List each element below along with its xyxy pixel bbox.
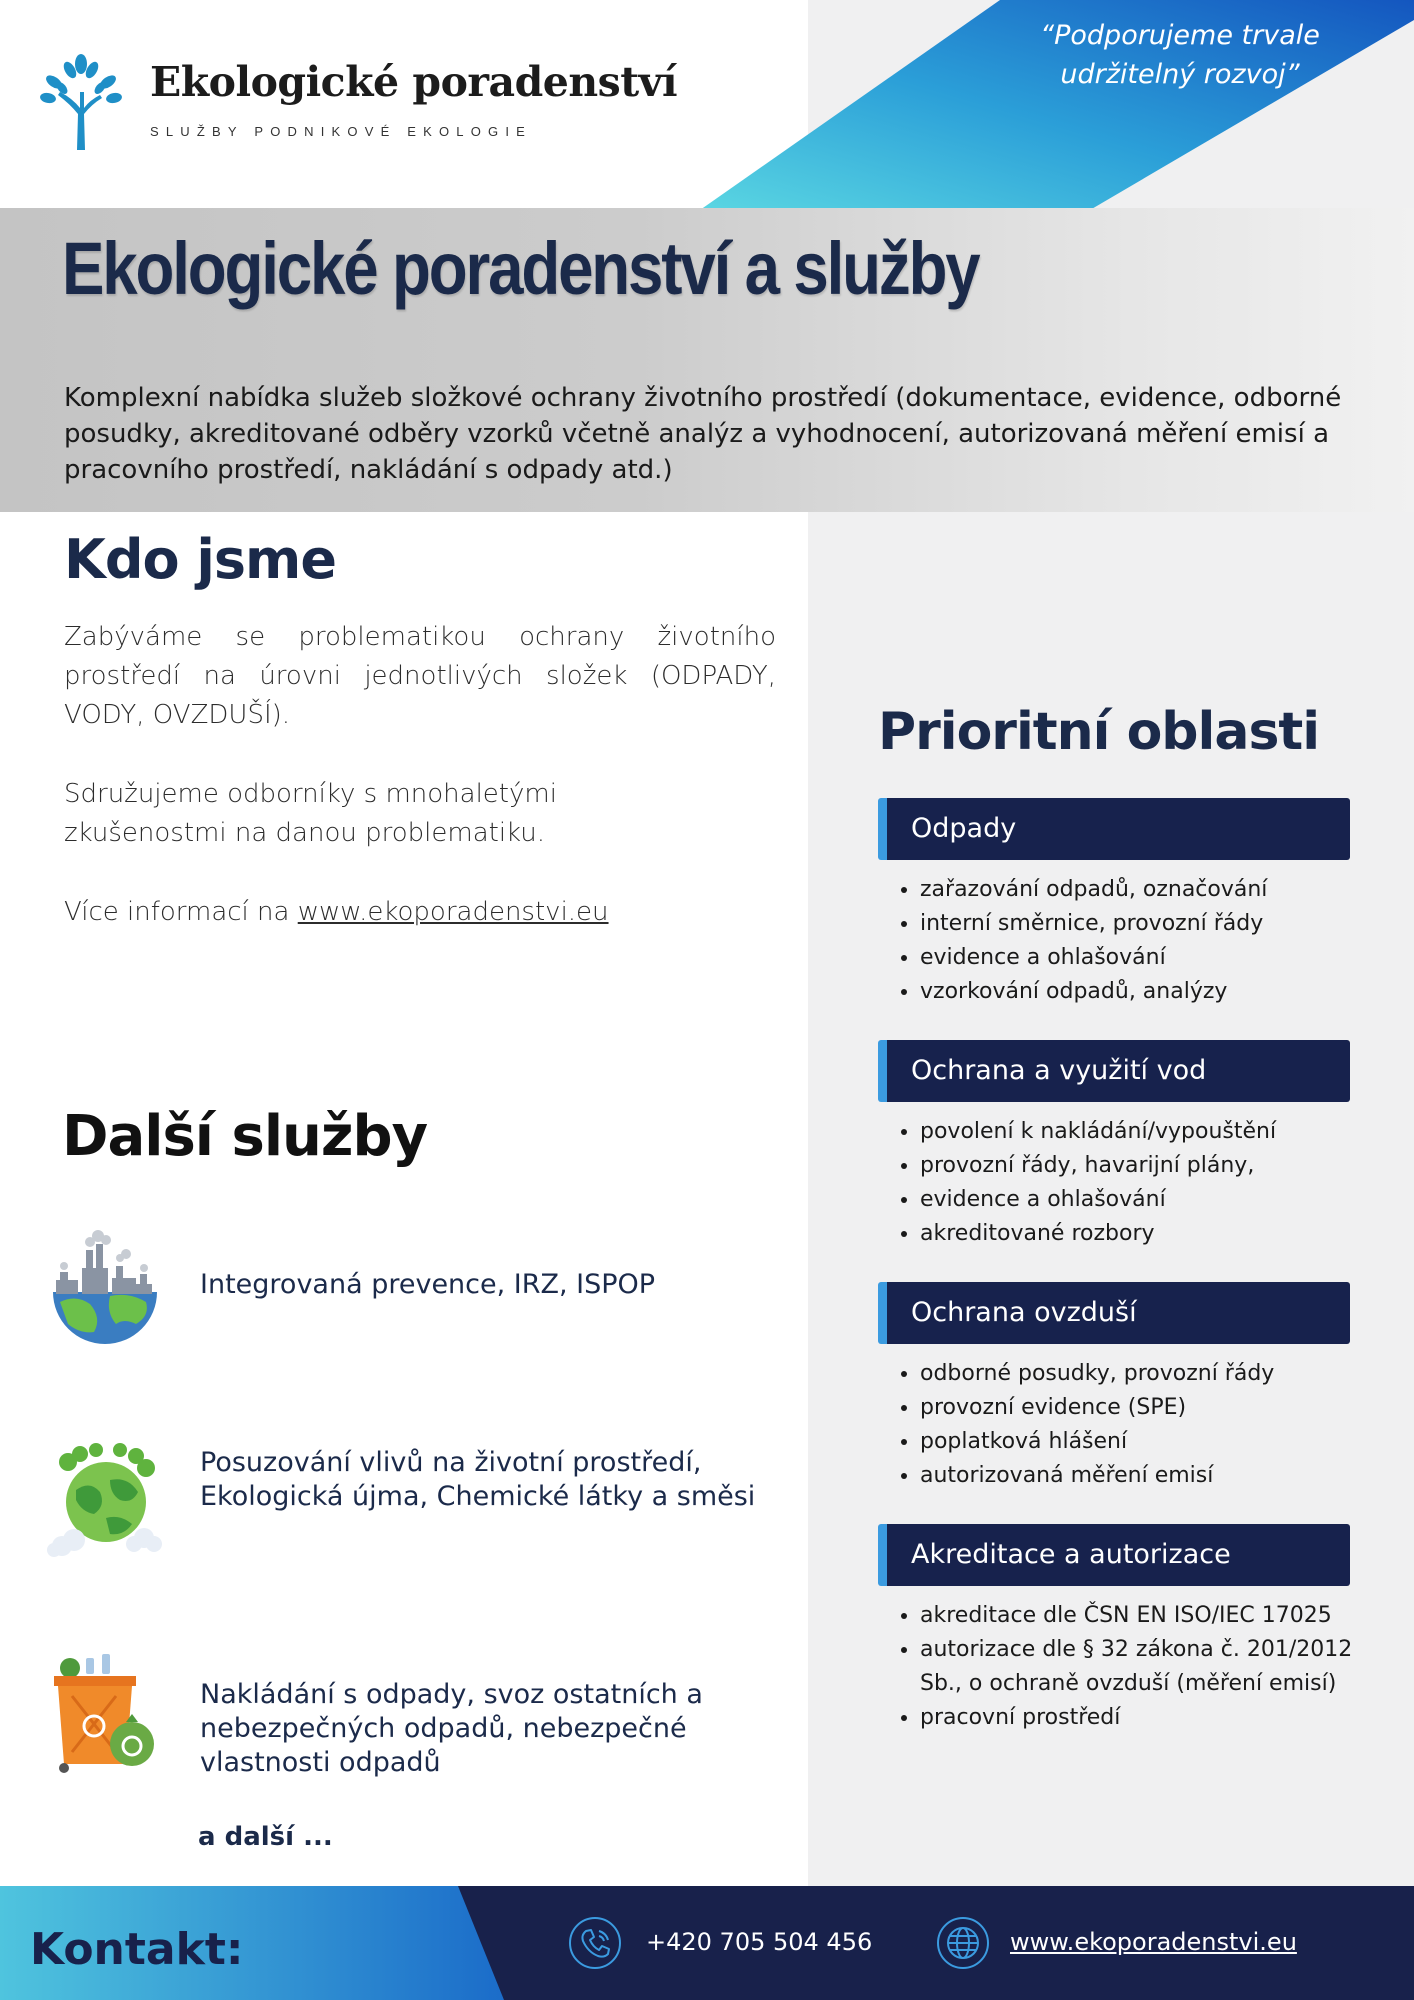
footer-phone[interactable]: +420 705 504 456	[646, 1928, 873, 1956]
category-header-akreditace	[878, 1524, 1350, 1586]
list-item: • interní směrnice, provozní řády	[920, 907, 1360, 941]
about-more-info	[64, 893, 776, 932]
services-more: a další ...	[198, 1822, 333, 1852]
list-item: • odborné posudky, provozní řády	[920, 1357, 1360, 1391]
category-list-ovzdusi	[882, 1357, 1360, 1493]
phone-icon	[568, 1916, 622, 1970]
service-item-1: Integrovaná prevence, IRZ, ISPOP	[200, 1269, 656, 1300]
list-item: • autorizovaná měření emisí	[920, 1459, 1360, 1493]
globe-icon	[936, 1916, 990, 1970]
category-list-akreditace	[882, 1599, 1360, 1735]
category-label: Akreditace a autorizace	[911, 1539, 1231, 1570]
about-paragraph-2: Sdružujeme odborníky s mnohaletými zkušenostmi na danou problematiku.	[64, 779, 557, 848]
brand-name: Ekologické poradenství	[150, 58, 678, 106]
about-paragraph-1: Zabýváme se problematikou ochrany životního prostředí na úrovni jednotlivých složek (ODPADY, VODY, OVZDUŠÍ).	[64, 622, 776, 730]
list-item: • vzorkování odpadů, analýzy	[920, 975, 1360, 1009]
list-item: • autorizace dle § 32 zákona č. 201/2012 Sb., o ochraně ovzduší (měření emisí)	[920, 1633, 1360, 1701]
hero-description: Komplexní nabídka služeb složkové ochrany životního prostředí (dokumentace, evidence, odborné posudky, akreditované odběry vzorků včetně analýz a vyhodnocení, autorizovaná měření emisí a pracovního prostředí, nakládání s odpady atd.)	[64, 383, 1342, 485]
footer-contact-label: Kontakt:	[30, 1924, 244, 1975]
footer-website-link[interactable]: www.ekoporadenstvi.eu	[1010, 1928, 1297, 1956]
category-header-vody	[878, 1040, 1350, 1102]
list-item: • povolení k nakládání/vypouštění	[920, 1115, 1360, 1149]
category-list-vody	[882, 1115, 1360, 1251]
tree-logo-icon	[40, 52, 122, 150]
service-item-2: Posuzování vlivů na životní prostředí, Ekologická újma, Chemické látky a směsi	[200, 1447, 756, 1512]
header-quote: “Podporujeme trvale udržitelný rozvoj”	[1040, 20, 1320, 90]
brand-tagline: SLUŽBY PODNIKOVÉ EKOLOGIE	[150, 124, 533, 139]
category-label: Odpady	[911, 813, 1017, 844]
category-header-odpady	[878, 798, 1350, 860]
website-link[interactable]: www.ekoporadenstvi.eu	[297, 897, 609, 927]
factory-globe-icon	[46, 1228, 164, 1350]
list-item: • akreditované rozbory	[920, 1217, 1360, 1251]
priority-title: Prioritní oblasti	[878, 702, 1320, 762]
category-list-odpady	[882, 873, 1360, 1009]
list-item: • pracovní prostředí	[920, 1701, 1360, 1735]
list-item: • provozní evidence (SPE)	[920, 1391, 1360, 1425]
category-label: Ochrana ovzduší	[911, 1297, 1137, 1328]
green-earth-icon	[46, 1440, 164, 1562]
category-header-ovzdusi	[878, 1282, 1350, 1344]
service-item-3: Nakládání s odpady, svoz ostatních a nebezpečných odpadů, nebezpečné vlastnosti odpadů	[200, 1679, 703, 1778]
list-item: • zařazování odpadů, označování	[920, 873, 1360, 907]
services-title: Další služby	[62, 1104, 428, 1169]
hero-title: Ekologické poradenství a služby	[62, 227, 979, 310]
list-item: • akreditace dle ČSN EN ISO/IEC 17025	[920, 1599, 1360, 1633]
about-more-prefix: Více informací na	[64, 897, 298, 927]
category-label: Ochrana a využití vod	[911, 1055, 1207, 1086]
list-item: • provozní řády, havarijní plány,	[920, 1149, 1360, 1183]
list-item: • poplatková hlášení	[920, 1425, 1360, 1459]
list-item: • evidence a ohlašování	[920, 1183, 1360, 1217]
about-title: Kdo jsme	[64, 528, 336, 591]
recycle-bin-icon	[46, 1652, 164, 1774]
list-item: • evidence a ohlašování	[920, 941, 1360, 975]
